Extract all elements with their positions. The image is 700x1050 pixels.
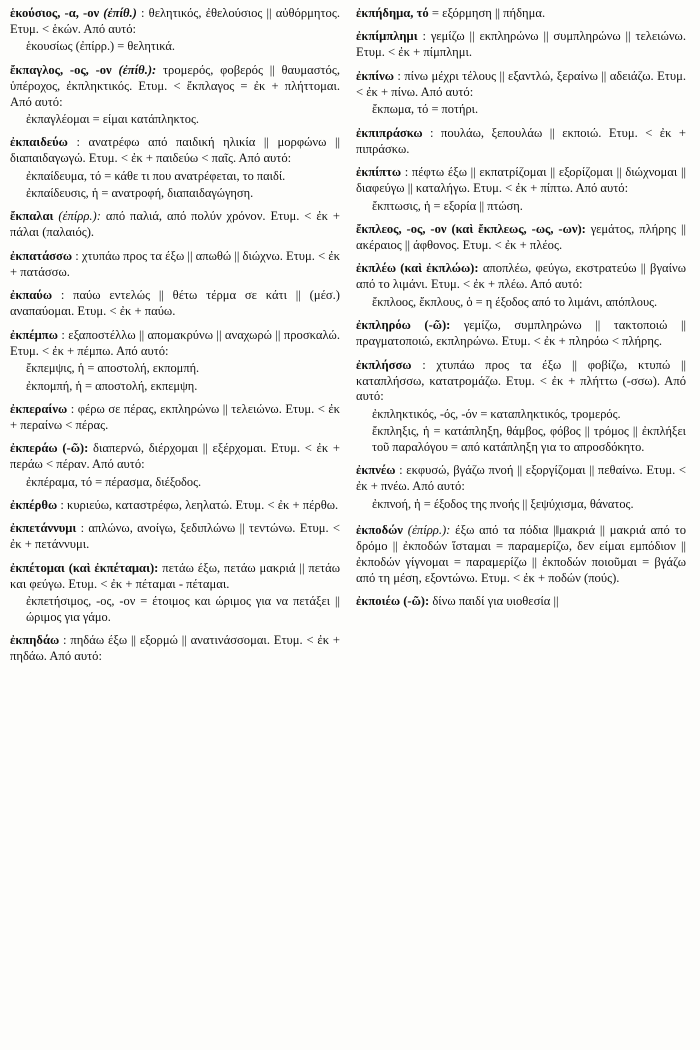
dictionary-entry (10, 288, 340, 320)
dictionary-entry (10, 63, 340, 128)
entry-definition: έξω από τα πόδια |‖μακριά || μακριά από το δρόμο || ἐκποδών ἵσταμαι = παραμερίζω, δεν είμαι εμπόδιον || ἐκποδών γίγνομαι = παραμερίζω || ἐκποδών ποιοῦμαι = βγάζω από τη μέση, εξοντώνω. Ετυμ. < ἐκ + ποδών (πούς). (356, 522, 686, 585)
entry-definition: : πουλάω, ξεπουλάω || εκποιώ. Ετυμ. < ἐκ + πιπράσκω. (356, 125, 686, 156)
entry-definition: : ανατρέφω από παιδική ηλικία || μορφώνω || διαπαιδαγωγώ. Ετυμ. < ἐκ + παιδεύω < παῖς. Από αυτό: (10, 135, 340, 166)
entry-subentry: ἐκπαίδευσις, ἡ = ανατροφή, διαπαιδαγώγηση. (26, 186, 254, 201)
entry-definition: : γεμίζω || εκπληρώνω || συμπληρώνω || τελειώνω. Ετυμ. < ἐκ + πίμπλημι. (356, 29, 686, 60)
entry-definition: διαπερνώ, διέρχομαι || εξέρχομαι. Ετυμ. < ἐκ + περάω < πέραν. Από αυτό: (10, 441, 340, 472)
dictionary-entry (10, 6, 340, 55)
entry-headword: ἐκπηδάω (10, 633, 60, 648)
entry-headword: ἐκπληρόω (-ῶ): (356, 318, 451, 333)
dictionary-entry (356, 222, 686, 254)
entry-headword: ἐκπεραίνω (10, 401, 68, 416)
entry-headword: ἐκπαιδεύω (10, 135, 68, 150)
entry-definition: δίνω παιδί για υιοθεσία || (432, 594, 559, 609)
entry-headword: ἐκπετάννυμι (10, 521, 77, 536)
entry-subentry: ἐκπαίδευμα, τό = κάθε τι που ανατρέφεται, το παιδί. (26, 168, 286, 183)
entry-headword: ἑκούσιος, -α, -ον (10, 6, 100, 20)
entry-definition: : παύω εντελώς || θέτω τέρμα σε κάτι || (μέσ.) αναπαύομαι. Ετυμ. < ἐκ + παύω. (10, 288, 340, 319)
dictionary-entry (356, 29, 686, 61)
entry-definition: : πηδάω έξω || εξορμώ || ανατινάσσομαι. Ετυμ. < ἐκ + πηδάω. Από αυτό: (10, 633, 340, 664)
entry-definition: : πίνω μέχρι τέλους || εξαντλώ, ξεραίνω || αδειάζω. Ετυμ. < ἐκ + πίνω. Από αυτό: (356, 68, 686, 99)
dictionary-entry (356, 261, 686, 310)
entry-headword: ἔκπαγλος, -ος, -ον (10, 62, 112, 77)
entry-pos: (ἐπίθ.): (118, 62, 157, 77)
entry-headword: ἐκπιπράσκω (356, 125, 423, 140)
dictionary-entry (356, 126, 686, 158)
entry-headword: ἐκπλήσσω (356, 357, 412, 372)
dictionary-entry (10, 521, 340, 553)
dictionary-entry (356, 358, 686, 456)
entry-headword: ἐκπνέω (356, 463, 396, 478)
dictionary-entry (10, 633, 340, 665)
entry-definition: : θελητικός, ἐθελούσιος || αὐθόρμητος. Ετυμ. < ἑκών. Από αυτό: (10, 6, 340, 36)
dictionary-entry (356, 523, 686, 587)
entry-definition: γεμίζω, συμπληρώνω || τακτοποιώ || πραγματοποιώ, εκπληρώνω. Ετυμ. < ἐκ + πληρόω < πλήρης. (356, 318, 686, 349)
entry-subentry: ἐκπέραμα, τό = πέρασμα, διέξοδος. (26, 474, 202, 489)
entry-subentry: ἑκουσίως (ἐπίρρ.) = θελητικά. (26, 39, 175, 54)
entry-definition: από παλιά, από πολύν χρόνον. Ετυμ. < ἐκ + πάλαι (παλαιός). (10, 209, 340, 240)
entry-headword: ἐκπήδημα, τό (356, 6, 429, 20)
dictionary-entry (10, 402, 340, 434)
entry-definition: : χτυπάω προς τα έξω || φοβίζω, κτυπώ || καταπλήσσω, κατατρομάζω. Ετυμ. < ἐκ + πλήττω (-σσω). Από αυτό: (356, 357, 686, 404)
entry-headword: ἐκπαύω (10, 288, 53, 303)
dictionary-entry (10, 328, 340, 394)
entry-subentry: ἔκπλοος, ἔκπλους, ὁ = η έξοδος από το λιμάνι, απόπλους. (372, 294, 658, 309)
dictionary-entry (356, 318, 686, 350)
entry-headword: ἔκπαλαι (10, 209, 54, 224)
entry-pos: (ἐπίρρ.): (58, 209, 101, 224)
entry-subentry: ἐκπληκτικός, -ός, -όν = καταπληκτικός, τρομερός. (372, 406, 621, 421)
entry-headword: ἔκπλεος, -ος, -ον (καὶ ἔκπλεως, -ως, -ων): (356, 221, 586, 236)
entry-subentry: ἔκπεμψις, ἡ = αποστολή, εκπομπή. (26, 361, 200, 376)
dictionary-entry (356, 165, 686, 214)
entry-headword: ἐκπέμπω (10, 327, 58, 342)
entry-subentry: ἐκπαγλέομαι = είμαι κατάπληκτος. (26, 112, 199, 127)
entry-definition: : εκφυσώ, βγάζω πνοή || εξοργίζομαι || πεθαίνω. Ετυμ. < ἐκ + πνέω. Από αυτό: (356, 463, 686, 494)
dictionary-entry (10, 561, 340, 626)
entry-definition: : χτυπάω προς τα έξω || απωθώ || διώχνω. Ετυμ. < ἐκ + πατάσσω. (10, 248, 340, 279)
entry-subentry: ἐκπομπή, ἡ = αποστολή, εκπεμψη. (26, 378, 198, 393)
dictionary-entry (356, 69, 686, 118)
entry-definition: : εξαποστέλλω || απομακρύνω || αναχωρώ || προσκαλώ. Ετυμ. < ἐκ + πέμπω. Από αυτό: (10, 327, 340, 358)
entry-pos: (ἐπίθ.) (103, 6, 137, 20)
entry-headword: ἐκπίπτω (356, 165, 402, 180)
dictionary-entry (356, 594, 686, 610)
entry-definition: = εξόρμηση || πήδημα. (431, 6, 546, 20)
entry-subentry: ἔκπληξις, ἡ = κατάπληξη, θάμβος, φόβος || τρόμος || ἐκπλήξει τοῦ παραλόγου = από κατάπληξη για το απροσδόκητο. (372, 424, 686, 454)
entry-headword: ἐκπεράω (-ῶ): (10, 441, 89, 456)
entry-subentry: ἐκπετήσιμος, -ος, -ον = έτοιμος και ώριμος για να πετάξει || ώριμος για γάμο. (26, 594, 340, 625)
entry-subentry: ἔκπτωσις, ἡ = εξορία || πτώση. (372, 198, 523, 213)
entry-subentry: ἐκπνοή, ἡ = έξοδος της πνοής || ξεψύχισμα, θάνατος. (372, 496, 634, 511)
entry-headword: ἐκποιέω (-ῶ): (356, 594, 430, 609)
page-columns (10, 6, 690, 1046)
left-column (10, 6, 340, 1046)
dictionary-entry (10, 135, 340, 201)
dictionary-entry (10, 498, 340, 514)
entry-headword: ἐκπέρθω (10, 497, 58, 512)
entry-definition: : φέρω σε πέρας, εκπληρώνω || τελειώνω. Ετυμ. < ἐκ + περαίνω < πέρας. (10, 401, 340, 432)
entry-definition: αποπλέω, φεύγω, εκστρατεύω || βγαίνω από το λιμάνι. Ετυμ. < ἐκ + πλέω. Από αυτό: (356, 261, 686, 292)
entry-headword: ἐκπλέω (καὶ ἐκπλώω): (356, 261, 479, 276)
dictionary-entry (10, 209, 340, 241)
entry-headword: ἐκπίμπλημι (356, 29, 418, 44)
entry-headword: ἐκπέτομαι (καὶ ἐκπέταμαι): (10, 560, 159, 575)
entry-definition: : κυριεύω, καταστρέφω, λεηλατώ. Ετυμ. < ἐκ + πέρθω. (60, 497, 339, 512)
entry-definition: : απλώνω, ανοίγω, ξεδιπλώνω || τεντώνω. Ετυμ. < ἐκ + πετάννυμι. (10, 521, 340, 552)
dictionary-entry (356, 463, 686, 512)
entry-definition: πετάω έξω, πετάω μακριά || πετάω και φεύγω. Ετυμ. < ἐκ + πέταμαι - πέταμαι. (10, 560, 340, 591)
entry-definition: τρομερός, φοβερός || θαυμαστός, ὑπέροχος, ἐκπληκτικός. Ετυμ. < ἔκπλαγος = ἐκ + πλήττομαι. Από αυτό: (10, 62, 340, 109)
entry-headword: ἐκπίνω (356, 68, 395, 83)
right-column (356, 6, 686, 1046)
entry-headword: ἐκποδών (356, 522, 403, 537)
dictionary-entry (10, 441, 340, 490)
entry-definition: : πέφτω έξω || εκπατρίζομαι || εξορίζομαι || διώχνομαι || διαφεύγω || καταλήγω. Ετυμ. < ἐκ + πίπτω. Από αυτό: (356, 165, 686, 196)
dictionary-entry (356, 6, 686, 22)
entry-pos: (ἐπίρρ.): (407, 522, 451, 537)
entry-subentry: ἔκπωμα, τό = ποτήρι. (372, 102, 479, 117)
dictionary-entry (10, 249, 340, 281)
entry-definition: γεμάτος, πλήρης || ακέραιος || άφθονος. Ετυμ. < ἐκ + πλέος. (356, 221, 686, 252)
entry-headword: ἐκπατάσσω (10, 248, 73, 263)
